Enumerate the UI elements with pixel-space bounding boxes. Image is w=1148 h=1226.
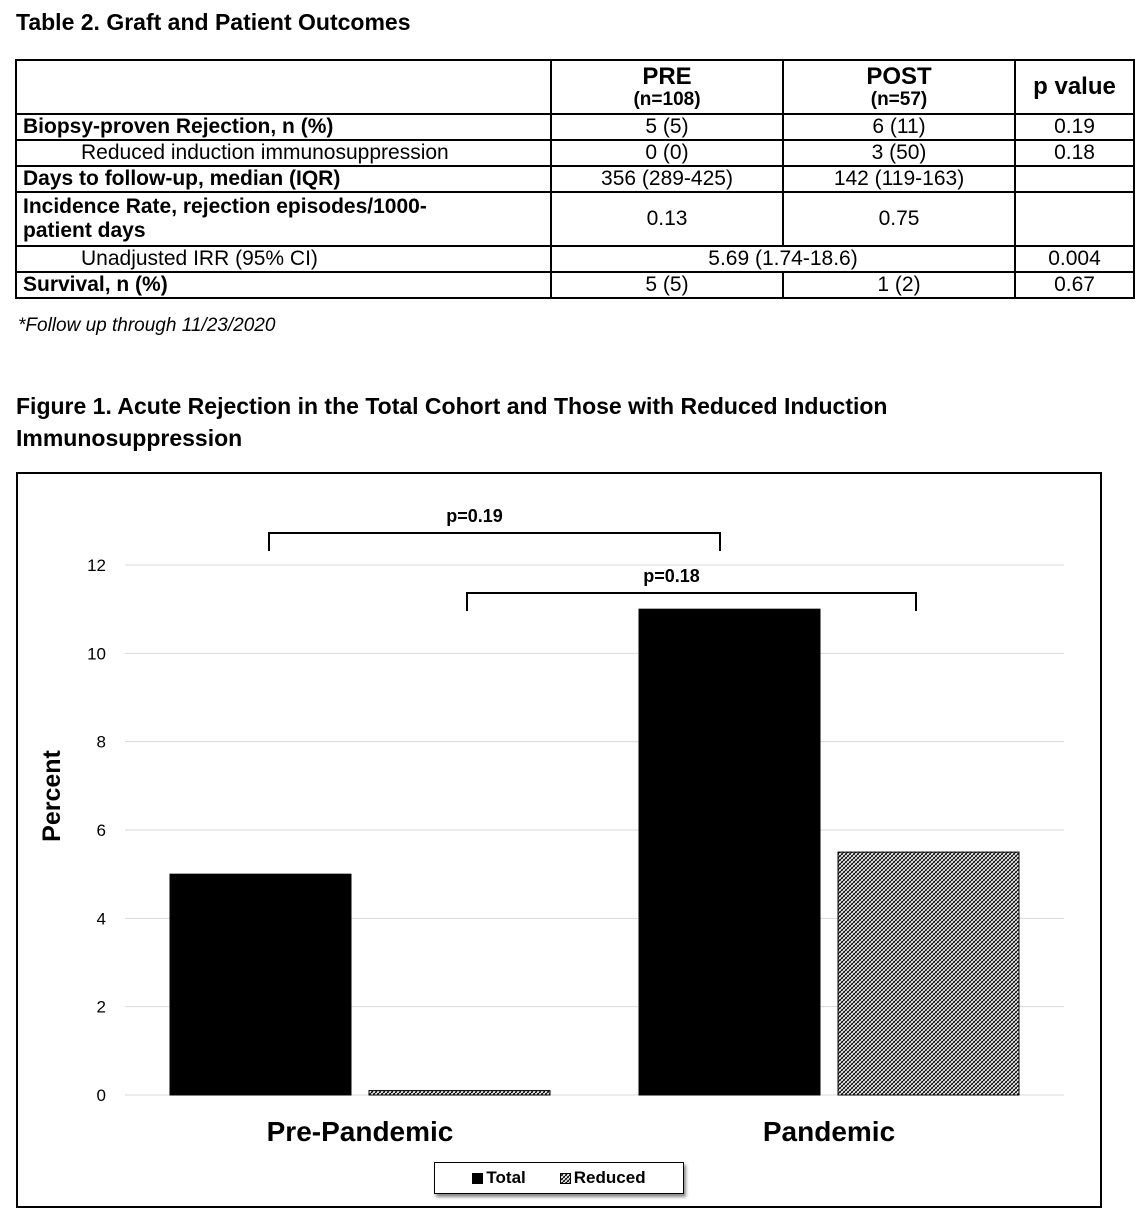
- significance-label: p=0.18: [643, 566, 700, 586]
- y-tick-label: 8: [96, 732, 106, 752]
- cell-post: 142 (119-163): [783, 166, 1015, 192]
- cell-pre: 5 (5): [551, 114, 783, 140]
- x-category-label: Pre-Pandemic: [266, 1116, 454, 1147]
- legend-swatch-total: [472, 1173, 483, 1184]
- cell-pre: 356 (289-425): [551, 166, 783, 192]
- row-label: Biopsy-proven Rejection, n (%): [16, 114, 551, 140]
- row-label: Survival, n (%): [16, 272, 551, 298]
- y-tick-label: 10: [87, 644, 106, 664]
- significance-bracket: [269, 533, 720, 551]
- significance-label: p=0.19: [446, 506, 503, 526]
- cell-pvalue: 0.18: [1015, 140, 1134, 166]
- bars: [170, 609, 1019, 1095]
- table-footnote: *Follow up through 11/23/2020: [18, 315, 276, 336]
- y-tick-label: 0: [96, 1086, 106, 1105]
- cell-post: 3 (50): [783, 140, 1015, 166]
- legend-swatch-reduced: [560, 1173, 571, 1184]
- cell-pvalue: 0.19: [1015, 114, 1134, 140]
- bar-reduced-pandemic: [838, 852, 1019, 1095]
- cell-pre: 5 (5): [551, 272, 783, 298]
- legend-item-total: [472, 1168, 525, 1188]
- legend-item-reduced: [560, 1168, 646, 1188]
- cell-post: 0.75: [783, 192, 1015, 246]
- y-tick-label: 2: [96, 997, 106, 1017]
- significance-bracket: [467, 593, 916, 611]
- y-tick-label: 4: [96, 909, 106, 929]
- row-label: Days to follow-up, median (IQR): [16, 166, 551, 192]
- cell-post: 6 (11): [783, 114, 1015, 140]
- legend-label-reduced: Reduced: [573, 1168, 646, 1187]
- row-label: Unadjusted IRR (95% CI): [16, 246, 551, 272]
- category-labels: [267, 1116, 896, 1147]
- y-tick-label: 6: [96, 821, 106, 840]
- cell-post: 1 (2): [783, 272, 1015, 298]
- row-label: Reduced induction immunosuppression: [16, 140, 551, 166]
- bar-total-pandemic: [639, 609, 820, 1095]
- row-label-line-2: patient days: [23, 219, 146, 242]
- bar-total-pre-pandemic: [170, 874, 351, 1095]
- header-pre-label: PRE: [642, 63, 692, 90]
- table-title: Table 2. Graft and Patient Outcomes: [16, 9, 411, 35]
- row-label-line-1: Incidence Rate, rejection episodes/1000-: [23, 195, 427, 218]
- cell-pvalue: 0.004: [1015, 246, 1134, 272]
- header-post-label: POST: [866, 63, 932, 90]
- header-post-n: (n=57): [870, 89, 928, 110]
- header-pre-n: (n=108): [633, 89, 701, 110]
- cell-pre: 0.13: [551, 192, 783, 246]
- cell-irr-value: 5.69 (1.74-18.6): [551, 246, 1015, 272]
- significance-brackets: [269, 506, 916, 611]
- y-tick-labels: [87, 556, 106, 1105]
- x-category-label: Pandemic: [762, 1116, 896, 1147]
- figure-title: Figure 1. Acute Rejection in the Total Cohort and Those with Reduced Induction Immunosuppression: [16, 393, 888, 451]
- y-tick-label: 12: [87, 556, 106, 575]
- chart-legend: [434, 1162, 684, 1194]
- cell-pre: 0 (0): [551, 140, 783, 166]
- cell-pvalue: 0.67: [1015, 272, 1134, 298]
- legend-label-total: Total: [486, 1168, 526, 1187]
- y-axis-label: Percent: [38, 750, 66, 842]
- bar-reduced-pre-pandemic: [369, 1091, 550, 1095]
- header-pvalue-label: p value: [1033, 73, 1116, 100]
